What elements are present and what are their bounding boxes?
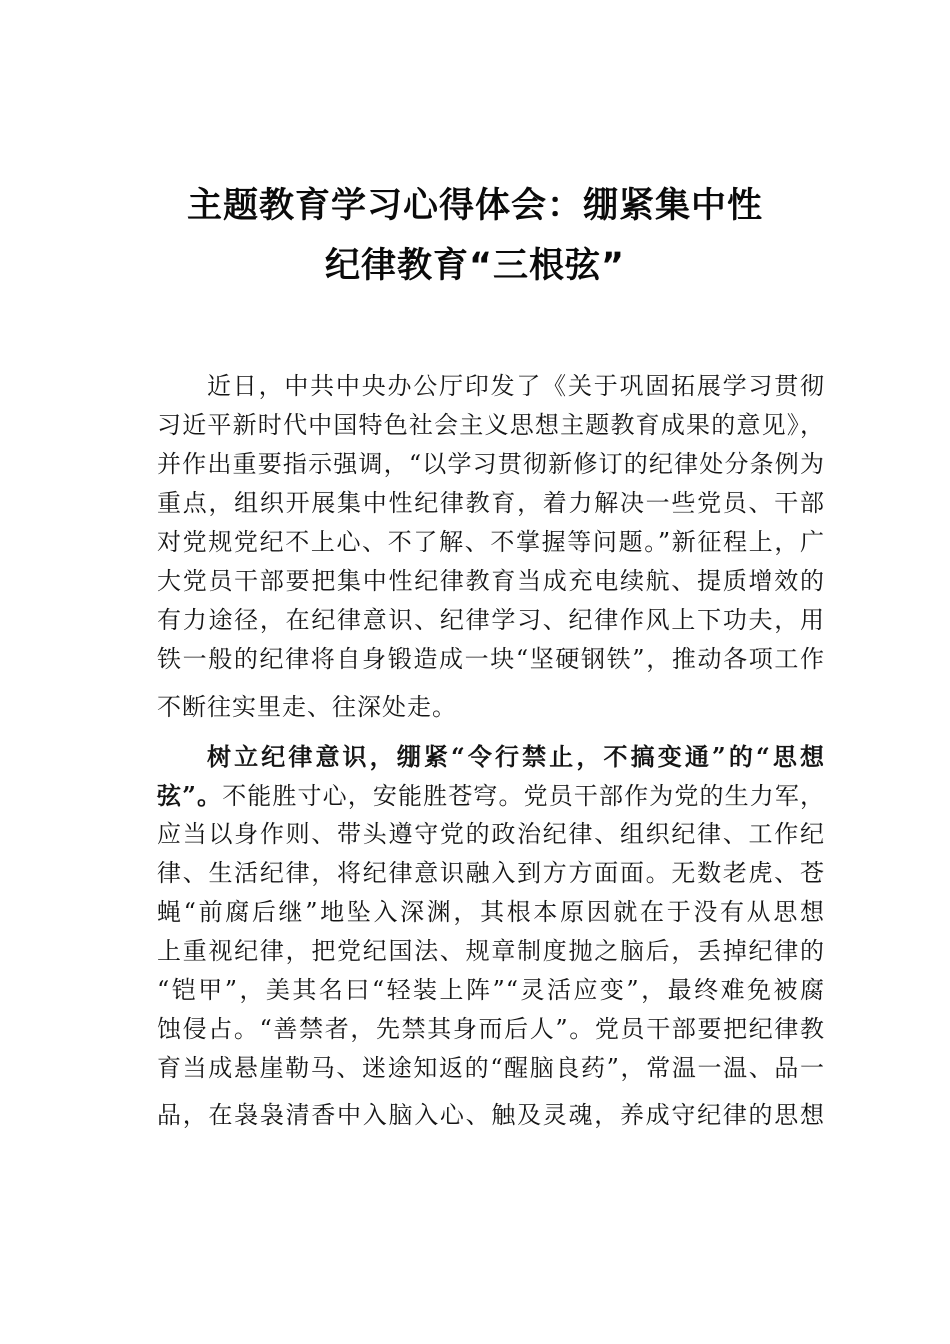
paragraph-line: 应当以身作则、带头遵守党的政治纪律、组织纪律、工作纪 — [157, 820, 825, 848]
paragraph-line: 重点，组织开展集中性纪律教育，着力解决一些党员、干部 — [157, 489, 825, 517]
document-body — [157, 367, 825, 1135]
paragraph-line: “铠甲”，美其名曰“轻装上阵”“灵活应变”，最终难免被腐 — [157, 976, 825, 1004]
paragraph-line: 品，在袅袅清香中入脑入心、触及灵魂，养成守纪律的思想 — [157, 1101, 825, 1129]
paragraph-2 — [157, 737, 825, 1135]
paragraph-line: 铁一般的纪律将自身锻造成一块“坚硬钢铁”，推动各项工作 — [157, 645, 825, 673]
paragraph-line: 近日，中共中央办公厅印发了《关于巩固拓展学习贯彻 — [207, 372, 825, 400]
paragraph-line: 不断往实里走、往深处走。 — [157, 693, 457, 721]
paragraph-line: 律、生活纪律，将纪律意识融入到方方面面。无数老虎、苍 — [157, 859, 825, 887]
section-heading-end: 弦”。 — [157, 781, 223, 810]
paragraph-line: 蝇“前腐后继”地坠入深渊，其根本原因就在于没有从思想 — [157, 898, 825, 926]
paragraph-1 — [157, 367, 825, 729]
paragraph-line: 蚀侵占。“善禁者，先禁其身而后人”。党员干部要把纪律教 — [157, 1015, 825, 1043]
paragraph-line-text: 不能胜寸心，安能胜苍穹。党员干部作为党的生力军， — [222, 782, 826, 810]
document-title — [0, 176, 950, 296]
paragraph-line: 有力途径，在纪律意识、纪律学习、纪律作风上下功夫，用 — [157, 606, 825, 634]
section-heading-line: 树立纪律意识，绷紧“令行禁止，不搞变通”的“思想 — [207, 742, 825, 771]
paragraph-line — [157, 776, 825, 815]
paragraph-line: 大党员干部要把集中性纪律教育当成充电续航、提质增效的 — [157, 567, 825, 595]
paragraph-line: 育当成悬崖勒马、迷途知返的“醒脑良药”，常温一温、品一 — [157, 1054, 825, 1082]
title-line-1: 主题教育学习心得体会：绷紧集中性 — [186, 186, 763, 226]
paragraph-line: 习近平新时代中国特色社会主义思想主题教育成果的意见》， — [157, 411, 825, 439]
title-line-2: 纪律教育“三根弦” — [324, 246, 625, 286]
paragraph-line: 并作出重要指示强调，“以学习贯彻新修订的纪律处分条例为 — [157, 450, 825, 478]
paragraph-line: 对党规党纪不上心、不了解、不掌握等问题。”新征程上，广 — [157, 528, 825, 556]
paragraph-line: 上重视纪律，把党纪国法、规章制度抛之脑后，丢掉纪律的 — [157, 937, 825, 965]
